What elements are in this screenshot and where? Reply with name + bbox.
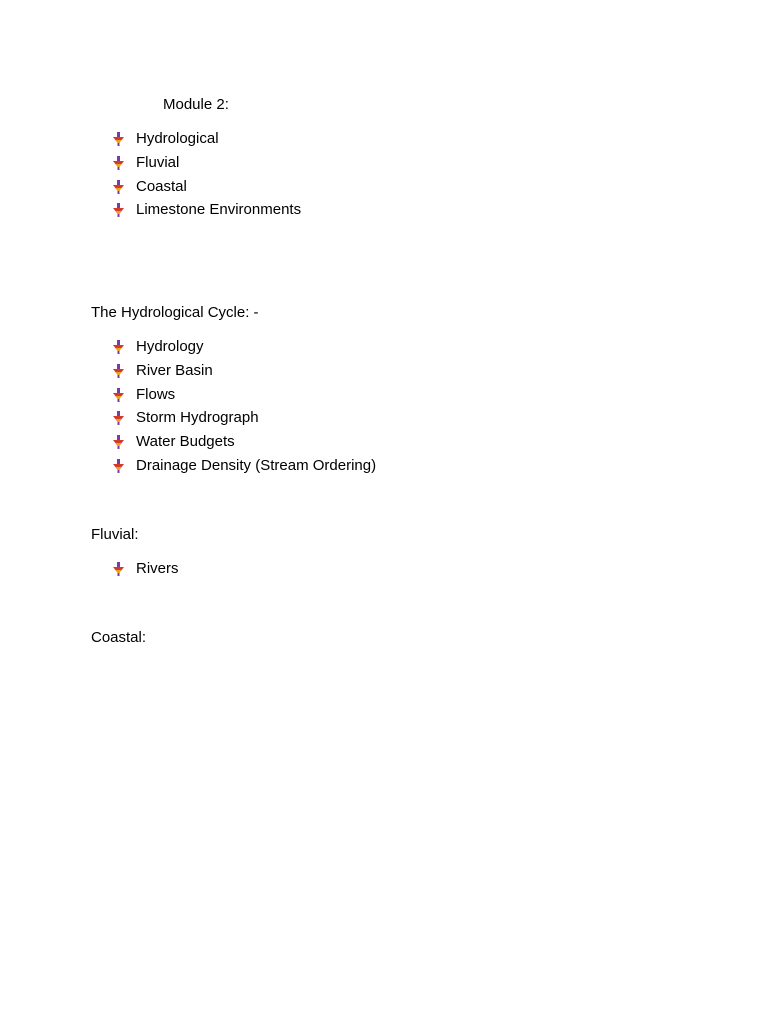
coastal-heading: Coastal: <box>91 629 147 646</box>
list-item-label: Storm Hydrograph <box>136 409 259 427</box>
list-item <box>112 154 301 178</box>
list-item <box>112 560 179 584</box>
list-item-label: River Basin <box>136 361 213 379</box>
list-item-label: Limestone Environments <box>136 201 302 219</box>
down-arrow-bullet-icon <box>112 156 125 170</box>
down-arrow-bullet-icon <box>112 388 125 402</box>
fluvial-topics-list <box>112 560 179 584</box>
down-arrow-bullet-icon <box>112 180 125 194</box>
down-arrow-bullet-icon <box>112 132 125 146</box>
list-item <box>112 130 301 154</box>
list-item <box>112 201 301 225</box>
list-item <box>112 362 376 386</box>
list-item-label: Water Budgets <box>136 433 235 451</box>
down-arrow-bullet-icon <box>112 459 125 473</box>
down-arrow-bullet-icon <box>112 562 125 576</box>
list-item <box>112 457 376 481</box>
list-item-label: Coastal <box>136 177 187 195</box>
down-arrow-bullet-icon <box>112 435 125 449</box>
module-title: Module 2: <box>163 96 229 113</box>
list-item <box>112 433 376 457</box>
down-arrow-bullet-icon <box>112 411 125 425</box>
hydrological-cycle-heading: The Hydrological Cycle: - <box>91 304 259 321</box>
hydrological-topics-list <box>112 338 376 481</box>
down-arrow-bullet-icon <box>112 340 125 354</box>
list-item-label: Rivers <box>136 560 179 577</box>
fluvial-heading: Fluvial: <box>91 526 139 543</box>
list-item-label: Hydrology <box>136 338 204 355</box>
list-item-label: Flows <box>136 385 176 403</box>
list-item <box>112 338 376 362</box>
module-topics-list <box>112 130 301 225</box>
list-item <box>112 178 301 202</box>
list-item-label: Hydrological <box>136 130 219 147</box>
down-arrow-bullet-icon <box>112 203 125 217</box>
list-item-label: Fluvial <box>136 153 180 171</box>
list-item <box>112 386 376 410</box>
down-arrow-bullet-icon <box>112 364 125 378</box>
list-item-label: Drainage Density (Stream Ordering) <box>136 456 377 474</box>
list-item <box>112 409 376 433</box>
